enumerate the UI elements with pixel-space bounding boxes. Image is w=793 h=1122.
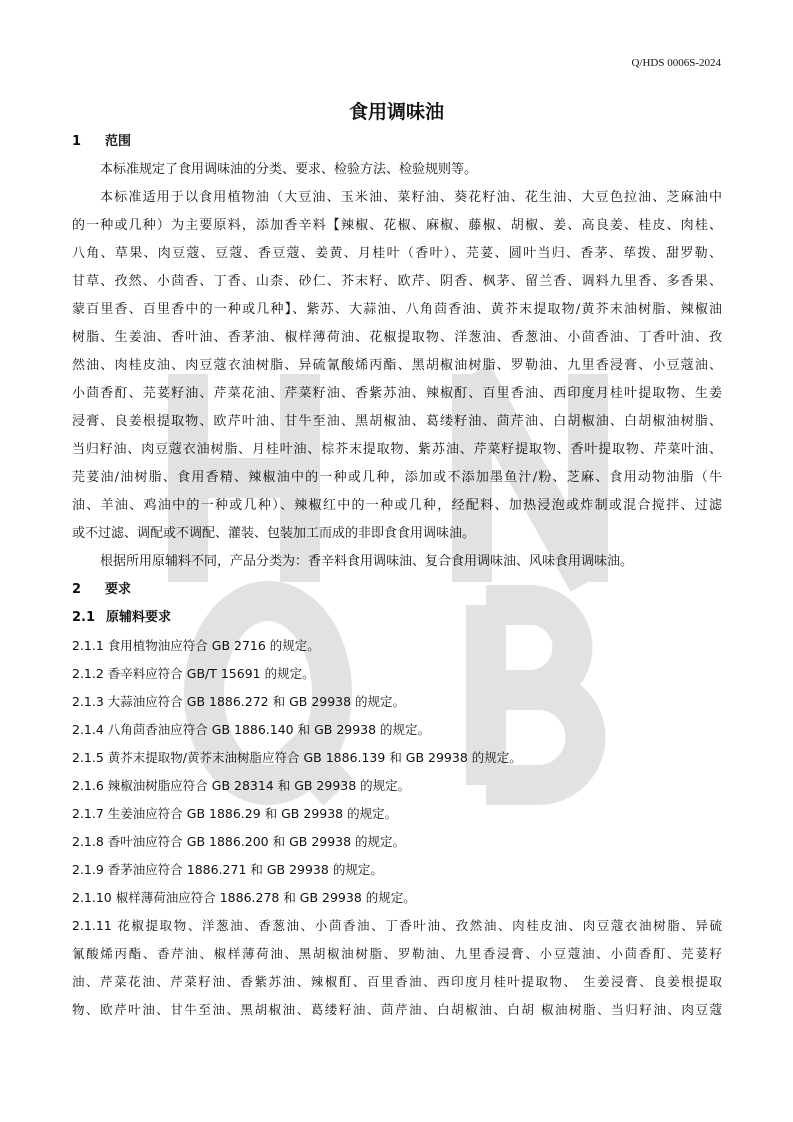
- document-body: [72, 128, 722, 1024]
- requirement-clause-line: 2.1.11 花椒提取物、洋葱油、香葱油、小茴香油、丁香叶油、孜然油、肉桂皮油、肉豆蔻衣油树脂、异硫: [72, 918, 722, 933]
- scope-paragraph-line: 蒙百里香、百里香中的一种或几种】、紫苏、大蒜油、八角茴香油、黄芥末提取物/黄芥末油树脂、辣椒油: [72, 302, 722, 317]
- scope-paragraph-1: 本标准规定了食用调味油的分类、要求、检验方法、检验规则等。: [100, 162, 478, 177]
- requirement-clause: 2.1.3 大蒜油应符合 GB 1886.272 和 GB 29938 的规定。: [72, 694, 406, 709]
- subsection-title: 原辅料要求: [106, 610, 172, 625]
- requirement-clause-line: 物、欧芹叶油、甘牛至油、黑胡椒油、葛缕籽油、茴芹油、白胡椒油、白胡 椒油树脂、当归籽油、肉豆蔻: [72, 1002, 722, 1017]
- scope-paragraph-line: 的一种或几种）为主要原料，添加香辛料【辣椒、花椒、麻椒、藤椒、胡椒、姜、高良姜、桂皮、肉桂、: [72, 218, 722, 233]
- scope-paragraph-line: 八角、草果、肉豆蔻、豆蔻、香豆蔻、姜黄、月桂叶（香叶）、芫荽、圆叶当归、香茅、荜拨、甜罗勒、: [72, 246, 722, 261]
- subsection-heading-raw-materials: [72, 604, 722, 632]
- requirement-clause-line: 油、芹菜花油、芹菜籽油、香紫苏油、辣椒酊、百里香油、西印度月桂叶提取物、 生姜浸膏、良姜根提取: [72, 974, 722, 989]
- scope-paragraph-line: 小茴香酊、芫荽籽油、芹菜花油、芹菜籽油、香紫苏油、辣椒酊、百里香油、西印度月桂叶提取物、生姜: [72, 386, 722, 401]
- section-title: 要求: [105, 582, 132, 597]
- scope-paragraph-3: 根据所用原辅料不同，产品分类为：香辛料食用调味油、复合食用调味油、风味食用调味油。: [100, 554, 634, 569]
- requirement-clause: 2.1.4 八角茴香油应符合 GB 1886.140 和 GB 29938 的规定。: [72, 722, 431, 737]
- requirement-clause-line: 氰酸烯丙酯、香芹油、椒样薄荷油、黑胡椒油树脂、罗勒油、九里香浸膏、小豆蔻油、小茴香酊、芫荽籽: [72, 946, 722, 961]
- subsection-number: 2.1: [72, 610, 96, 625]
- scope-paragraph-line: 油、羊油、鸡油中的一种或几种）、辣椒红中的一种或几种，经配料、加热浸泡或炸制或混合搅拌、过滤: [72, 498, 722, 513]
- requirement-clause: 2.1.1 食用植物油应符合 GB 2716 的规定。: [72, 638, 320, 653]
- section-heading-requirements: [72, 576, 722, 604]
- standard-code: Q/HDS 0006S-2024: [631, 57, 721, 69]
- document-title: 食用调味油: [348, 101, 444, 123]
- scope-paragraph-line: 然油、肉桂皮油、肉豆蔻衣油树脂、异硫氰酸烯丙酯、黑胡椒油树脂、罗勒油、九里香浸膏、小豆蔻油、: [72, 358, 722, 373]
- section-heading-scope: [72, 128, 722, 156]
- section-number: 1: [72, 134, 82, 149]
- requirement-clause: 2.1.8 香叶油应符合 GB 1886.200 和 GB 29938 的规定。: [72, 834, 406, 849]
- section-number: 2: [72, 582, 82, 597]
- section-title: 范围: [105, 134, 132, 149]
- scope-paragraph-line: 树脂、生姜油、香叶油、香茅油、椒样薄荷油、花椒提取物、洋葱油、香葱油、小茴香油、丁香叶油、孜: [72, 330, 722, 345]
- scope-paragraph-line: 芫荽油/油树脂、食用香精、辣椒油中的一种或几种，添加或不添加墨鱼汁/粉、芝麻、食用动物油脂（牛: [72, 470, 722, 485]
- requirement-clause: 2.1.5 黄芥末提取物/黄芥末油树脂应符合 GB 1886.139 和 GB 29938 的规定。: [72, 750, 522, 765]
- requirement-clause: 2.1.7 生姜油应符合 GB 1886.29 和 GB 29938 的规定。: [72, 806, 398, 821]
- scope-paragraph-line: 或不过滤、调配或不调配、灌装、包装加工而成的非即食食用调味油。: [72, 526, 476, 541]
- scope-paragraph-line: 当归籽油、肉豆蔻衣油树脂、月桂叶油、棕芥末提取物、紫苏油、芹菜籽提取物、香叶提取物、芹菜叶油、: [72, 442, 722, 457]
- requirement-clause: 2.1.2 香辛料应符合 GB/T 15691 的规定。: [72, 666, 315, 681]
- requirement-clause: 2.1.6 辣椒油树脂应符合 GB 28314 和 GB 29938 的规定。: [72, 778, 411, 793]
- scope-paragraph-line: 甘草、孜然、小茴香、丁香、山柰、砂仁、芥末籽、欧芹、阴香、枫茅、留兰香、调料九里香、多香果、: [72, 274, 722, 289]
- requirement-clause: 2.1.9 香茅油应符合 1886.271 和 GB 29938 的规定。: [72, 862, 383, 877]
- scope-paragraph-line: 浸膏、良姜根提取物、欧芹叶油、甘牛至油、黑胡椒油、葛缕籽油、茴芹油、白胡椒油、白胡椒油树脂、: [72, 414, 722, 429]
- requirement-clause: 2.1.10 椒样薄荷油应符合 1886.278 和 GB 29938 的规定。: [72, 890, 416, 905]
- scope-paragraph-line: 本标准适用于以食用植物油（大豆油、玉米油、菜籽油、葵花籽油、花生油、大豆色拉油、芝麻油中: [100, 190, 722, 205]
